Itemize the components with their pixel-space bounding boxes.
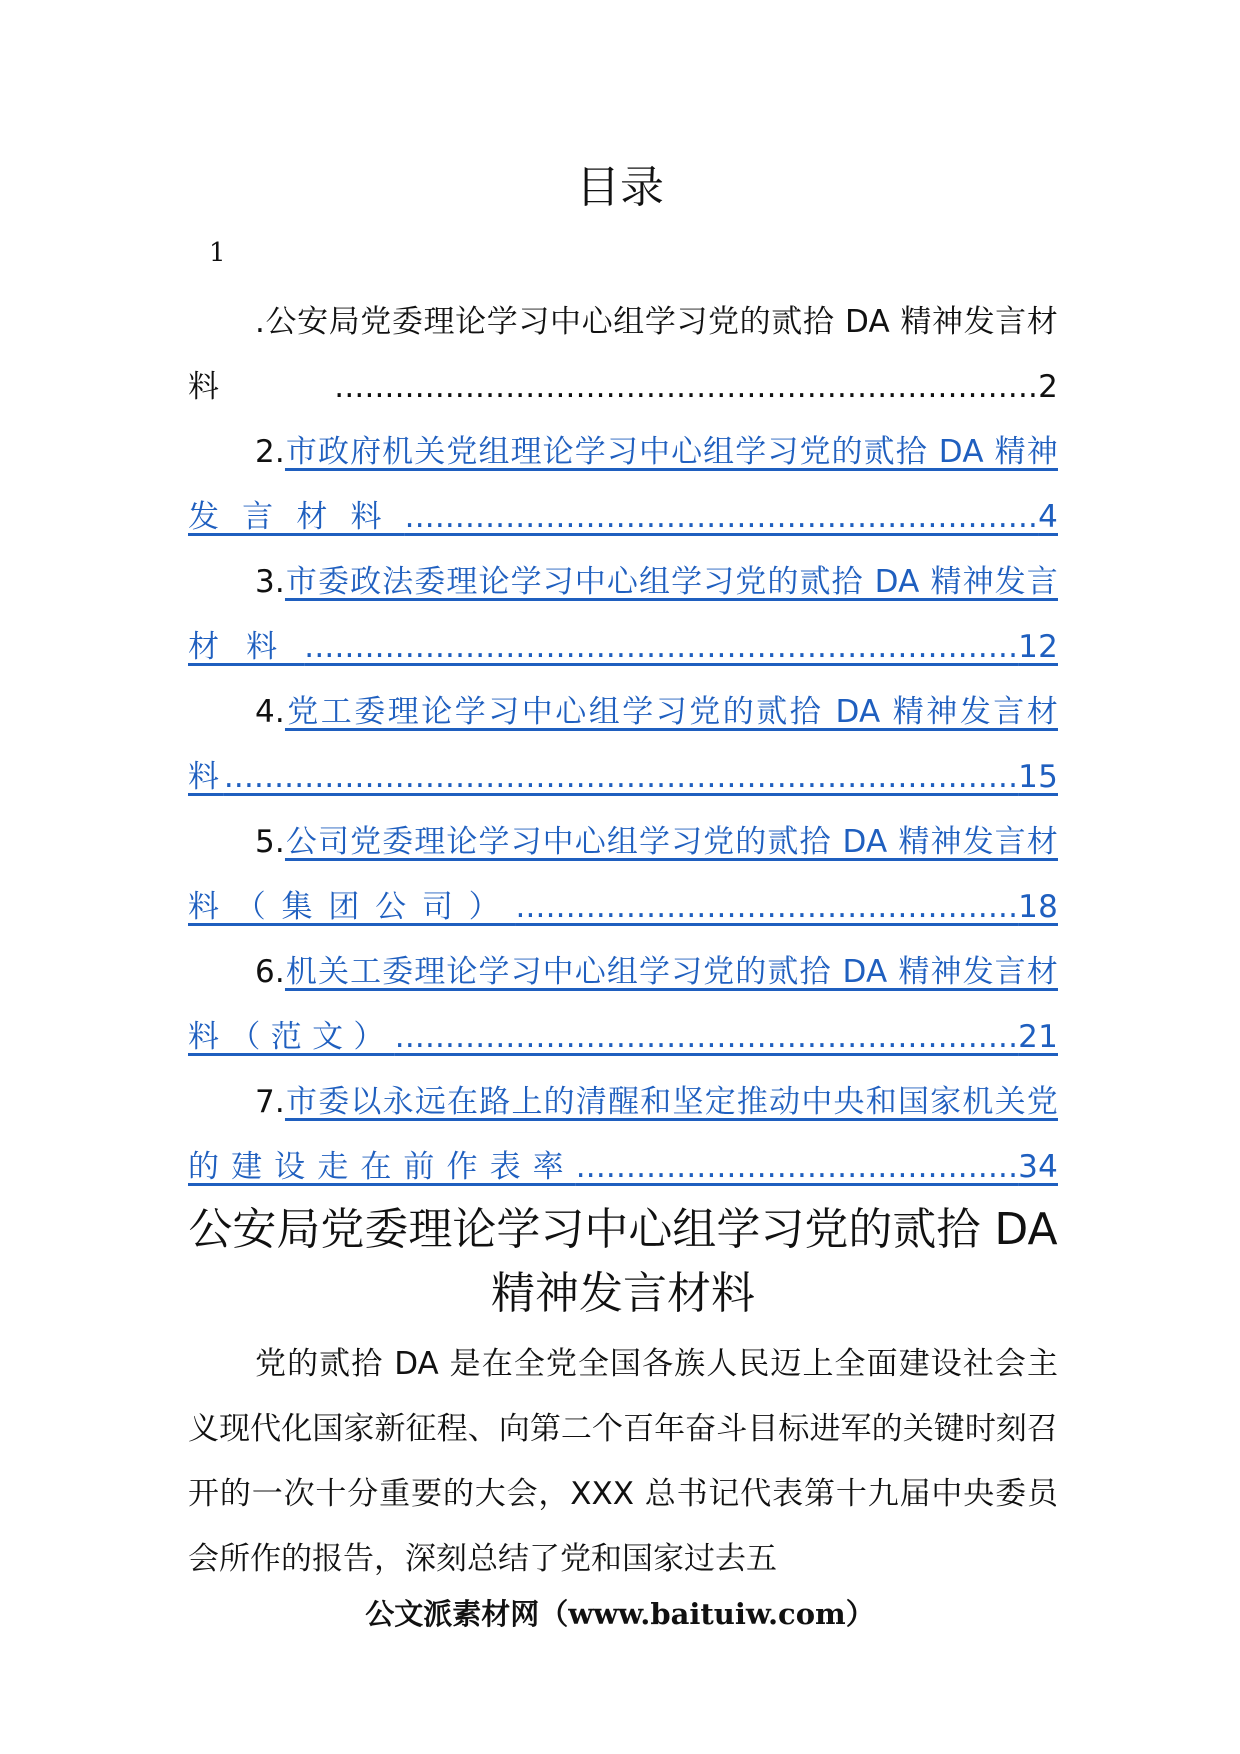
body-paragraph: 党的贰拾 DA 是在全党全国各族人民迈上全面建设社会主义现代化国家新征程、向第二个百年奋斗目标进军的关键时刻召开的一次十分重要的大会，XXX 总书记代表第十九届中央委员会所作的报告，深刻总结了党和国家过去五 xyxy=(188,1346,1058,1577)
toc-entry-number: 5. xyxy=(255,824,285,860)
toc-entry-page[interactable]: 12 xyxy=(1018,629,1058,665)
toc-entry-link[interactable]: 市委以永远在路上的清醒和坚定推动中央和国家机关党的建设走在前作表率 xyxy=(188,1084,1058,1185)
toc-entry-5[interactable] xyxy=(188,810,1058,940)
toc-entry-number: 3. xyxy=(255,564,285,600)
toc-entry-leader[interactable]: ............................................ xyxy=(575,1149,1019,1185)
page-marker: 1 xyxy=(209,238,226,268)
document-title: 公安局党委理论学习中心组学习党的贰拾 DA 精神发言材料 xyxy=(188,1204,1058,1319)
toc-entry-leader[interactable]: .................................................. xyxy=(515,889,1019,925)
toc-entry-page[interactable]: 21 xyxy=(1018,1019,1058,1055)
toc-entry-leader[interactable]: ............................................................... xyxy=(404,499,1039,535)
toc-entry-link[interactable]: 党工委理论学习中心组学习党的贰拾 DA 精神发言材料 xyxy=(188,694,1058,795)
toc-entry-number: 7. xyxy=(255,1084,285,1120)
toc-entry-leader[interactable]: .............................................................. xyxy=(394,1019,1019,1055)
toc-entry-4[interactable] xyxy=(188,680,1058,810)
toc-entry-leader[interactable]: ............................................................................... xyxy=(223,759,1019,795)
toc-entry-link[interactable]: 机关工委理论学习中心组学习党的贰拾 DA 精神发言材料（范文） xyxy=(188,954,1058,1055)
toc-entry-page[interactable]: 34 xyxy=(1018,1149,1058,1185)
toc-title: 目录 xyxy=(576,162,664,213)
toc-entry-3[interactable] xyxy=(188,550,1058,680)
toc-entry-link[interactable]: 市委政法委理论学习中心组学习党的贰拾 DA 精神发言材料 xyxy=(188,564,1058,665)
toc-entry-2[interactable] xyxy=(188,420,1058,550)
toc-entry-text: 公安局党委理论学习中心组学习党的贰拾 DA 精神发言材料 xyxy=(188,304,1058,405)
toc-entry-number: 6. xyxy=(255,954,285,990)
toc-entry-page[interactable]: 15 xyxy=(1018,759,1058,795)
table-of-contents xyxy=(188,290,1058,1200)
toc-entry-number: . xyxy=(255,304,266,340)
toc-entry-7[interactable] xyxy=(188,1070,1058,1200)
footer-watermark: 公文派素材网（www.baituiw.com） xyxy=(365,1597,875,1631)
toc-entry-link[interactable]: 市政府机关党组理论学习中心组学习党的贰拾 DA 精神发言材料 xyxy=(188,434,1058,535)
toc-entry-6[interactable] xyxy=(188,940,1058,1070)
toc-entry-1[interactable] xyxy=(188,290,1058,420)
toc-entry-page[interactable]: 18 xyxy=(1018,889,1058,925)
toc-entry-page[interactable]: 4 xyxy=(1038,499,1058,535)
toc-entry-page: 2 xyxy=(1038,369,1058,405)
toc-entry-leader[interactable]: ....................................................................... xyxy=(304,629,1019,665)
toc-entry-link[interactable]: 公司党委理论学习中心组学习党的贰拾 DA 精神发言材料（集团公司） xyxy=(188,824,1058,925)
toc-entry-number: 4. xyxy=(255,694,285,730)
toc-entry-number: 2. xyxy=(255,434,285,470)
toc-entry-leader: ...................................................................... xyxy=(334,369,1039,405)
